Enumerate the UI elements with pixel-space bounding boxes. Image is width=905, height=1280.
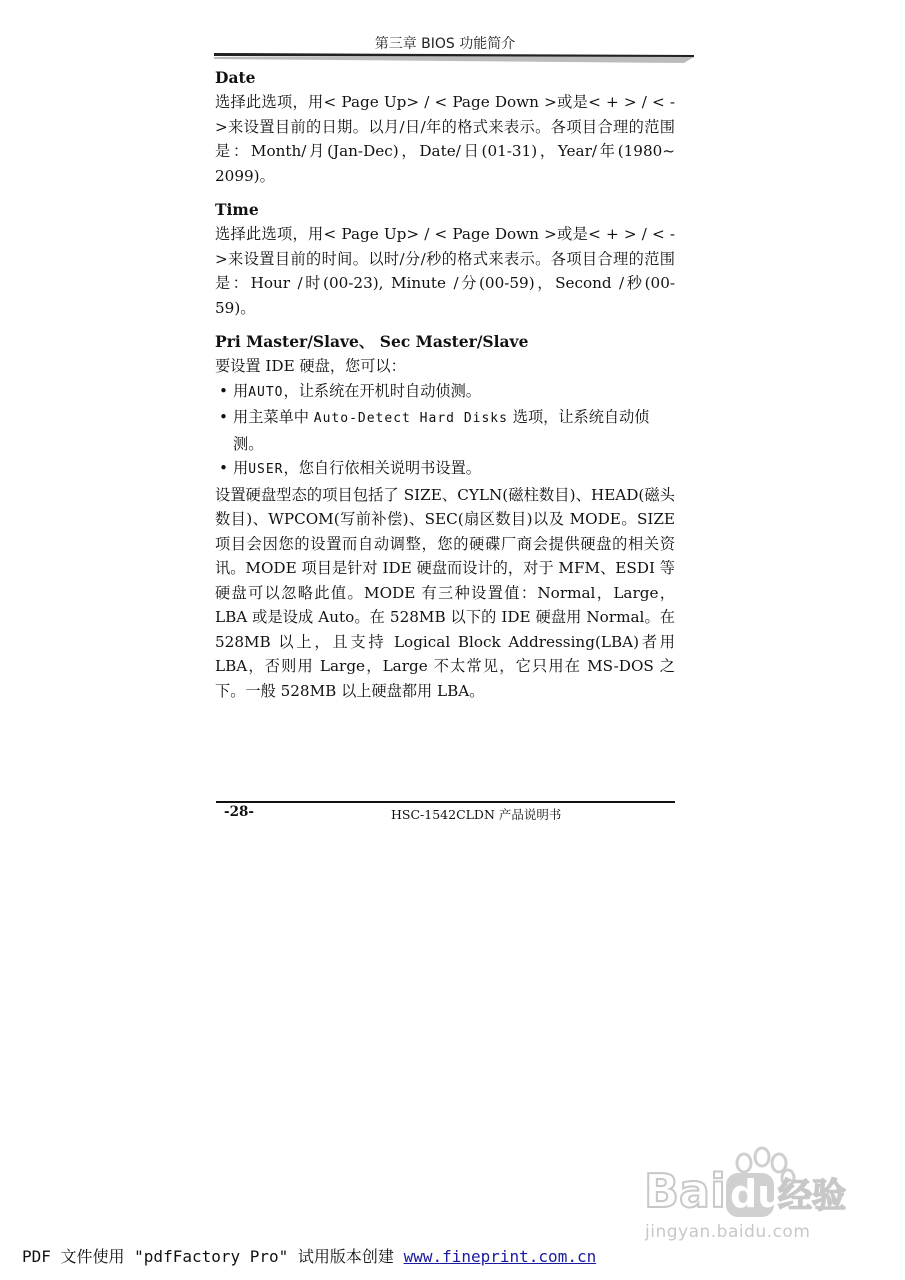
footer-doc-title: HSC-1542CLDN 产品说明书 — [391, 807, 562, 822]
page-content — [215, 66, 675, 713]
list-item: • 用AUTO，让系统在开机时自动侦测。 — [215, 379, 675, 406]
list-item: • 用主菜单中 Auto-Detect Hard Disks 选项，让系统自动侦测。 — [215, 405, 675, 456]
drive-options-list — [215, 379, 675, 483]
section-intro-drives: 要设置 IDE 硬盘，您可以： — [215, 357, 406, 375]
page-number: -28- — [224, 804, 254, 820]
section-date — [215, 66, 675, 188]
section-heading-time: Time — [215, 200, 259, 219]
section-time — [215, 198, 675, 320]
watermark-url: jingyan.baidu.com — [645, 1222, 811, 1242]
list-item: • 用USER，您自行依相关说明书设置。 — [215, 456, 675, 483]
section-heading-drives: Pri Master/Slave、 Sec Master/Slave — [215, 332, 529, 351]
section-body-date: 选择此选项，用< Page Up> / < Page Down >或是< + > / < - >来设置目前的日期。以月/日/年的格式来表示。各项目合理的范围是：Month/月(Jan-Dec)，Date/日(01-31)，Year/年(1980~ 2099)。 — [215, 93, 675, 185]
fineprint-link[interactable]: www.fineprint.com.cn — [403, 1247, 597, 1266]
pdf-factory-note: PDF 文件使用 "pdfFactory Pro" 试用版本创建 www.fineprint.com.cn — [22, 1247, 597, 1266]
baidu-watermark-logo — [636, 1145, 866, 1225]
svg-text:经验: 经验 — [778, 1176, 846, 1216]
svg-text:du: du — [730, 1172, 785, 1216]
option-keyword: USER — [248, 462, 284, 477]
section-body-time: 选择此选项，用< Page Up> / < Page Down >或是< + > / < - >来设置目前的时间。以时/分/秒的格式来表示。各项目合理的范围是：Hour /时(00-23), Minute /分(00-59)，Second /秒(00-59)。 — [215, 225, 675, 317]
page-header-title: 第三章 BIOS 功能简介 — [374, 36, 516, 52]
section-heading-date: Date — [215, 68, 256, 87]
option-keyword: Auto-Detect Hard Disks — [313, 411, 508, 426]
svg-text:Bai: Bai — [644, 1164, 726, 1218]
section-drives — [215, 330, 675, 703]
footer-rule — [216, 801, 675, 803]
section-body-drives: 设置硬盘型态的项目包括了 SIZE、CYLN(磁柱数目)、HEAD(磁头数目)、WPCOM(写前补偿)、SEC(扇区数目)以及 MODE。SIZE 项目会因您的设置而自动调整，您的硬碟厂商会提供硬盘的相关资讯。MODE 项目是针对 IDE 硬盘而设计的，对于 MFM、ESDI 等硬盘可以忽略此值。MODE 有三种设置值：Normal，Large，LBA 或是设成 Auto。在 528MB 以下的 IDE 硬盘用 Normal。在 528MB 以上，且支持 Logical Block Addressing(LBA)者用 LBA，否则用 Large，Large 不太常见，它只用在 MS-DOS 之下。一般 528MB 以上硬盘都用 LBA。 — [215, 485, 675, 700]
header-rule — [214, 53, 694, 65]
option-keyword: AUTO — [248, 384, 284, 400]
